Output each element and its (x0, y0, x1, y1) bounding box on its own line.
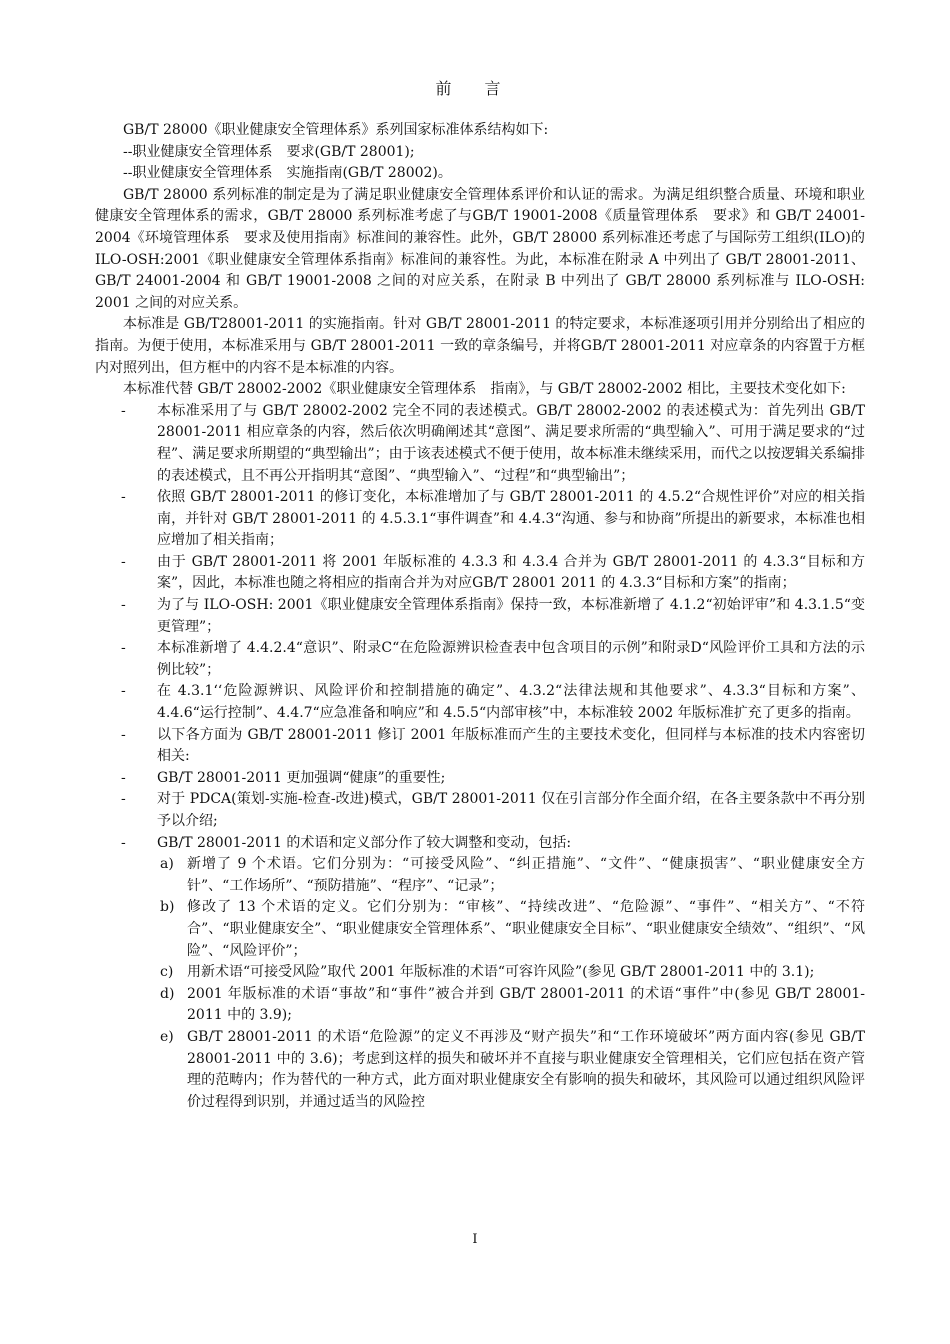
dash-marker: - (121, 402, 126, 419)
list-item-text: 由于 GB/T 28001-2011 将 2001 年版标准的 4.3.3 和 4.3.4 合并为 GB/T 28001-2011 的 4.3.3“目标和方案”，因此，本标准也随之将相应的指南合并为对应GB/T 28001 2011 的 4.3.3“目标和方案”的指南； (157, 553, 865, 592)
sub-item-text: 用新术语“可接受风险”取代 2001 年版标准的术语“可容许风险”(参见 GB/T 28001-2011 中的 3.1); (187, 964, 815, 981)
sub-list-item (95, 962, 865, 984)
dash-marker: - (121, 597, 126, 614)
sub-item-marker: c) (160, 964, 174, 981)
document-body (95, 120, 865, 1113)
list-item-text: 本标准新增了 4.4.2.4“意识”、附录C“在危险源辨识检查表中包含项目的示例”和附录D“风险评价工具和方法的示例比较”； (157, 640, 865, 678)
list-item-text: 本标准采用了与 GB/T 28002-2002 完全不同的表述模式。GB/T 28002-2002 的表述模式为：首先列出 GB/T 28001-2011 相应章条的内容，然后依次明确阐述其“意图”、满足要求所需的“典型输入”、可用于满足要求的“过程”、满足要求所期望的“典型输出”；由于该表述模式不便于使用，故本标准未继续采用，而代之以按逻辑关系编排的表述模式，且不再公开指明其“意图”、“典型输入”、“过程”和“典型输出”； (157, 402, 865, 484)
paragraph: 本标准是 GB/T28001-2011 的实施指南。针对 GB/T 28001-2011 的特定要求，本标准逐项引用并分别给出了相应的指南。为便于使用，本标准采用与 GB/T 28001-2011 一致的章条编号，并将GB/T 28001-2011 对应章条的内容置于方框内对照列出，但方框中的内容不是本标准的内容。 (95, 316, 865, 376)
list-item (95, 595, 865, 638)
paragraph: 本标准代替 GB/T 28002-2002《职业健康安全管理体系 指南》，与 GB/T 28002-2002 相比，主要技术变化如下: (123, 381, 846, 398)
list-item-text: 为了与 ILO-OSH: 2001《职业健康安全管理体系指南》保持一致，本标准新增了 4.1.2“初始评审”和 4.3.1.5“变更管理”； (157, 597, 865, 635)
list-item (95, 725, 865, 768)
sub-list-item (95, 1027, 865, 1113)
list-item-text: 在 4.3.1‘‘危险源辨识、风险评价和控制措施的确定”、4.3.2“法律法规和其他要求”、4.3.3“目标和方案”、4.4.6“运行控制”、4.4.7“应急准备和响应”和 4.5.5“内部审核”中，本标准较 2002 年版标准扩充了更多的指南。 (157, 683, 865, 722)
paragraph: GB/T 28000《职业健康安全管理体系》系列国家标准体系结构如下: (123, 122, 549, 138)
list-item-text: 对于 PDCA(策划-实施-检查-改进)模式，GB/T 28001-2011 仅在引言部分作全面介绍，在各主要条款中不再分别予以介绍; (157, 791, 865, 829)
page-number: I (472, 1232, 478, 1247)
dash-marker: - (121, 683, 126, 700)
list-item (95, 789, 865, 832)
dash-marker: - (121, 726, 126, 743)
sub-item-text: 修改了 13 个术语的定义。它们分别为：“审核”、“持续改进”、“危险源”、“事件”、“相关方”、“不符合”、“职业健康安全”、“职业健康安全管理体系”、“职业健康安全目标”、“职业健康安全绩效”、“组织”、“风险”、“风险评价”； (187, 899, 865, 959)
dash-marker: - (121, 489, 126, 506)
sub-list-item (95, 854, 865, 897)
sub-item-text: GB/T 28001-2011 的术语“危险源”的定义不再涉及“财产损失”和“工作环境破坏”两方面内容(参见 GB/T 28001-2011 中的 3.6)；考虑到这样的损失和破坏并不直接与职业健康安全管理相关，它们应包括在资产管理的范畴内；作为替代的一种方式，此方面对职业健康安全有影响的损失和破坏，其风险可以通过组织风险评价过程得到识别，并通过适当的风险控 (187, 1028, 865, 1110)
paragraph: --职业健康安全管理体系 要求(GB/T 28001); (123, 143, 415, 160)
list-item (95, 768, 865, 790)
list-item (95, 401, 865, 487)
sub-list-item (95, 984, 865, 1027)
sub-item-text: 新增了 9 个术语。它们分别为：“可接受风险”、“纠正措施”、“文件”、“健康损害”、“职业健康安全方针”、“工作场所”、“预防措施”、“程序”、“记录”； (187, 856, 865, 894)
sub-item-text: 2001 年版标准的术语“事故”和“事件”被合并到 GB/T 28001-2011 的术语“事件”中(参见 GB/T 28001-2011 中的 3.9); (187, 985, 865, 1024)
list-item-text: 依照 GB/T 28001-2011 的修订变化，本标准增加了与 GB/T 28001-2011 的 4.5.2“合规性评价”对应的相关指南，并针对 GB/T 28001-2011 的 4.5.3.1“事件调查”和 4.4.3“沟通、参与和协商”所提出的新要求，本标准也相应增加了相关指南； (157, 489, 865, 549)
list-item-text: GB/T 28001-2011 的术语和定义部分作了较大调整和变动，包括: (157, 834, 572, 851)
list-item (95, 681, 865, 724)
sub-item-marker: a) (160, 856, 174, 873)
list-item-text: 以下各方面为 GB/T 28001-2011 修订 2001 年版标准而产生的主要技术变化，但同样与本标准的技术内容密切相关: (157, 726, 865, 765)
dash-marker: - (121, 769, 126, 786)
sub-item-marker: e) (160, 1028, 174, 1045)
list-item-text: GB/T 28001-2011 更加强调“健康”的重要性; (157, 769, 446, 786)
sub-item-marker: b) (160, 899, 175, 916)
list-item (95, 552, 865, 595)
list-item (95, 833, 865, 855)
dash-marker: - (121, 553, 126, 570)
paragraph: --职业健康安全管理体系 实施指南(GB/T 28002)。 (123, 165, 452, 182)
dash-marker: - (121, 791, 126, 808)
paragraph: GB/T 28000 系列标准的制定是为了满足职业健康安全管理体系评价和认证的需求。为满足组织整合质量、环境和职业健康安全管理体系的需求，GB/T 28000 系列标准考虑了与GB/T 19001-2008《质量管理体系 要求》和 GB/T 24001-2004《环境管理体系 要求及使用指南》标准间的兼容性。此外，GB/T 28000 系列标准还考虑了与国际劳工组织(ILO)的 ILO-OSH:2001《职业健康安全管理体系指南》标准间的兼容性。为此，本标准在附录 A 中列出了 GB/T 28001-2011、GB/T 24001-2004 和 GB/T 19001-2008 之间的对应关系，在附录 B 中列出了 GB/T 28000 系列标准与 ILO-OSH: 2001 之间的对应关系。 (95, 186, 865, 311)
dash-marker: - (121, 640, 126, 657)
dash-marker: - (121, 834, 126, 851)
page-title: 前 言 (435, 79, 515, 98)
list-item (95, 638, 865, 681)
sub-list-item (95, 897, 865, 962)
list-item (95, 487, 865, 552)
sub-item-marker: d) (160, 985, 175, 1002)
